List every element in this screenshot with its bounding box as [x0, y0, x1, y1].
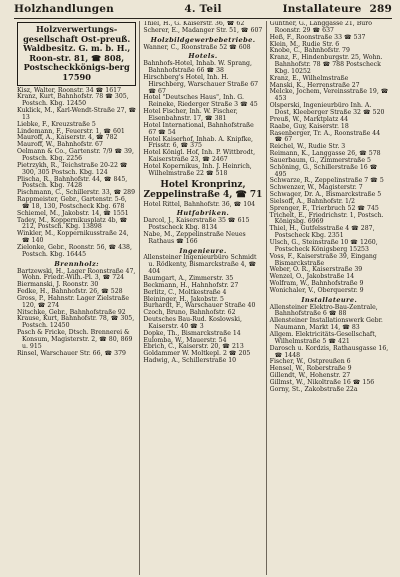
- directory-entry: Wolfram, W., Bahnhofstraße 9: [269, 280, 364, 288]
- directory-entry: Rinsel, Warschauer Str. 66, ☎ 379: [17, 349, 126, 357]
- directory-entry: Wenzel, O., Jakobstraße 14: [269, 273, 355, 281]
- directory-entry: Mauroff, W., Bahnhofstr. 67: [17, 141, 103, 149]
- directory-entry: Pasch & Fricke, Dtsch. Brennerei & Konsum, Magisterstr. 2, ☎ 80, 869 u. 915: [17, 329, 133, 350]
- directory-entry: Gillmst, W., Nikoltraße 16 ☎ 156: [269, 378, 375, 386]
- directory-entry: Rasenberger, Tr. A., Roonstraße 44 ☎ 67: [269, 129, 381, 144]
- directory-entry: Beckmann, H., Hahnhofstr. 27: [143, 281, 239, 289]
- directory-entry: Krause, Kurt, Bahnhofstr. 78, ☎ 305, Postsch. 12450: [17, 315, 135, 330]
- directory-entry: Liebke, F., Kreuzstraße 5: [17, 120, 96, 128]
- directory-entry: Kranz, Kurt, Bahnhofstr. 78 ☎ 305, Postsch. Kbg. 12450: [17, 93, 129, 108]
- directory-entry: Reichel, W., Rudie Str. 3: [269, 143, 346, 151]
- directory-entry: Winkler, M., Koppernikusstraße 24, ☎ 140: [17, 230, 129, 245]
- directory-entry: Melcke, Jochem, Vereinsstraße 19, ☎ 453: [269, 88, 389, 103]
- directory-entry: Czoch, Bruno, Bahnhofstr. 62: [143, 309, 236, 317]
- header-right-title: Installateure: [282, 3, 362, 15]
- directory-entry: Thiel, H., Gutfelsstraße 4 ☎ 287, Postscheck Kbg. 2351: [269, 225, 375, 240]
- columns-container: [14, 21, 392, 575]
- section-heading: Installateure.: [301, 295, 358, 304]
- directory-entry: Hadwig, A., Schillerstraße 10: [143, 357, 237, 365]
- directory-entry: Schöning, G., Schillerstraße 16 ☎ 495: [269, 163, 378, 178]
- directory-entry: Allgem. Elektricitäts-Gesellschaft, Wilhelmstraße 5 ☎ 421: [269, 330, 377, 345]
- section-heading: Ingenieure.: [179, 246, 227, 255]
- column-middle: [139, 21, 265, 575]
- directory-entry: Hotel Königl. Hof, Inh. P. Wittbrodt, Kaiserstraße 23, ☎ 2467: [143, 149, 256, 164]
- section-heading: Brennholz:: [54, 259, 100, 268]
- column-right: [266, 21, 392, 575]
- directory-entry: Zielonke, Gebr., Roonstr. 56, ☎ 438, Postsch. Kbg. 16445: [17, 243, 132, 258]
- directory-entry: Wonichaler, V., Oberquerstr. 9: [269, 286, 364, 294]
- directory-entry: Klein, M., Rudie Str. 6: [269, 40, 340, 48]
- directory-entry: Pischmann, C., Schillerstr. 33, ☎ 289: [17, 189, 136, 197]
- directory-entry: Ebrich, C., Kaiserstr. 20, ☎ 213: [143, 343, 244, 351]
- directory-entry: Berlitz, C., Moltkestraße 4: [143, 288, 227, 296]
- directory-entry: Günther, G., Langgasse 21, Büro Roonstr. 29 ☎ 637: [269, 21, 372, 34]
- directory-entry: Tadey, M., Koppernikusplatz 4b, ☎ 212, Postsch. Kbg. 13898: [17, 216, 128, 231]
- directory-entry: Deutsches Bau-Rud. Koslowski, Kaiserstr. 40 ☎ 3: [143, 316, 242, 330]
- directory-entry: Fischer, W., Ostpreußen 6: [269, 358, 351, 366]
- directory-entry: Hotel Kopernikus, Inh. J. Heinrich, Wilhelmstraße 22 ☎ 518: [143, 162, 252, 177]
- directory-entry: Ulsch, G., Steinstraße 10 ☎ 1260, Postscheck Königsberg 15253: [269, 239, 378, 253]
- directory-entry: Hotel "Deutsches Haus", Inh. G. Reineke, Riederger Straße 3 ☎ 45: [143, 94, 258, 109]
- directory-entry: Sauerbaum, G., Zimmerstraße 5: [269, 156, 371, 164]
- directory-entry: Thiel, H., G. Kaiserstr. 36, ☎ 62: [143, 21, 245, 27]
- directory-entry: Bahnhofs-Hotel, Inhab. W. Sprang, Bahnhofstraße 66 ☎ 38: [143, 60, 252, 75]
- directory-entry: Oelmann & Co., Gartenstr. 7/9 ☎ 39, Postsch. Kbg. 2256: [17, 148, 134, 162]
- directory-entry: Hotel Rittel, Bahnhofstr. 36, ☎ 104: [143, 200, 256, 208]
- directory-entry: Eulomba, W., Mauerstr. 54: [143, 336, 227, 344]
- directory-entry: Allensteiner Elektro-Bau-Zentrale, Bahnhofstraße 6 ☎ 88: [269, 303, 378, 318]
- section-heading: Hutfabriken.: [176, 209, 230, 218]
- directory-entry: Nabe, M., Zeppelinstraße Neues Rathaus ☎ 166: [143, 230, 246, 245]
- header-center-title: 4. Teil: [184, 3, 222, 15]
- directory-entry: Gross, P., Hahnstr. Lager Zielstraße 120, ☎ 274: [17, 294, 130, 309]
- header-left-title: Holzhandlungen: [14, 3, 115, 15]
- directory-entry: Hotel International, Bahnhofstraße 67 ☎ 54: [143, 121, 254, 136]
- directory-entry: Hotel Fischer, Inh. W. Fischer, Eisenbahnstr. 17, ☎ 381: [143, 108, 238, 122]
- directory-entry: Gorny, St., Zakobstraße 22a: [269, 385, 358, 393]
- directory-entry: Allensteiner Ingenieurbüro Schmidt u. Rödkenty, Bismarckstraße 4, ☎ 404: [143, 254, 257, 276]
- directory-entry: Bartzewski, H., Lager Roonstraße 47, Wohn. Friedr.-Wilh.-Pl. 3, ☎ 724: [17, 267, 136, 282]
- directory-entry: Mauroff, A., Kaiserstr. 4, ☎ 782: [17, 134, 118, 142]
- section-heading: Holzbildgewerbebetriebe.: [150, 35, 256, 44]
- directory-entry: Goldammer W. Moltkepl. 2 ☎ 205: [143, 350, 251, 358]
- directory-entry: Voss, F., Kaiserstraße 39, Eingang Bismarckstraße: [269, 252, 377, 267]
- directory-entry: Hotel Kaiserhof, Inhab. A. Knipfke, Frisstr. 6, ☎ 375: [143, 135, 253, 150]
- column-left: [14, 21, 139, 575]
- directory-entry: Wanner, C., Roonstraße 52 ☎ 608: [143, 43, 251, 51]
- directory-entry: Allensteiner Installationswerk Gebr. Naumann, Markt 14, ☎ 83: [269, 317, 383, 332]
- directory-entry: Biermanski, J. Roonstr. 30: [17, 281, 99, 289]
- directory-entry: Bleininger, H., Jakobstr. 5: [143, 295, 224, 303]
- directory-entry: Plischa, R., Bahnhofstr. 44, ☎ 845, Postsch. Kbg. 7428: [17, 175, 128, 190]
- directory-entry: Gillendt, W., Hohenstr. 27: [269, 372, 351, 380]
- directory-entry: Rappmeister, Gebr., Gartenstr. 5-6, ☎ 18, 130, Postscheck Kbg. 678: [17, 196, 127, 210]
- directory-entry: Weber, O. R., Kaiserstraße 39: [269, 266, 363, 274]
- directory-entry: Preuß, W., Marktplatz 44: [269, 115, 349, 123]
- directory-entry: Baumgart, A., Zimmerstr. 35: [143, 275, 234, 282]
- directory-entry: Schwenzer, W., Magisterstr. 7: [269, 184, 363, 192]
- directory-entry: Kisz, Walter, Roonstr. 34 ☎ 1617: [17, 86, 122, 94]
- directory-entry: Lindemann, F., Feuerstr. 1, ☎ 601: [17, 127, 125, 135]
- boxed-advertisement: Holzverwertungs-gesellschaft Ost-preuß. Waldbesitz. G. m. b. H., Roon-str. 81, ☎ 808, Postscheckkönigs-berg 17590: [17, 22, 136, 86]
- directory-entry: Knobe, C., Bahnhofstr. 79: [269, 47, 350, 55]
- page-header: [14, 3, 392, 17]
- directory-entry: Fedke, H., Bahnhofstr. 26, ☎ 528: [17, 288, 123, 296]
- section-heading: Hotels.: [188, 52, 218, 61]
- directory-entry: Heß, F., Roonstraße 33 ☎ 537: [269, 33, 366, 41]
- directory-entry: Sielsoff, A., Bahnhofstr. 1/2: [269, 197, 355, 205]
- directory-entry: Schwager, Dr. A., Bismarckstraße 5: [269, 191, 382, 199]
- directory-entry: Pietrzykh, R., Teichstraße 20-22 ☎ 300, 305 Postsch. Kbg. 124: [17, 161, 128, 176]
- directory-entry: Manski, K., Herrenstraße 27: [269, 81, 360, 89]
- directory-entry: Sprenger, F., Trierbruch 52 ☎ 745: [269, 204, 379, 212]
- directory-entry: Trichelt, E., Friedrichstr. 1, Postsch. Königsbg. 6969: [269, 211, 384, 226]
- directory-entry: Olsperski, Ingenieurbüro Inh. A. Dost, Kleeberger Straße 32 ☎ 520: [269, 102, 385, 116]
- directory-entry: Schwarze, R., Zeppelinstraße 7 ☎ 5: [269, 177, 384, 185]
- directory-entry: Burhardt, F., Warschauer Straße 40: [143, 302, 256, 310]
- directory-entry: Hensel, W., Roberstraße 9: [269, 365, 352, 373]
- directory-entry: Kranz, F., Hindenburgstr. 25, Wohn. Bahnhofstr. 78 ☎ 788 Postscheck Kbg. 10252: [269, 54, 383, 75]
- directory-entry: Raabe, Guy, Kaiserstr. 18: [269, 122, 349, 130]
- bold-advertisement: Hotel Kronprinz, Zeppelinstraße 4, ☎ 71: [143, 179, 263, 200]
- page-number: 289: [369, 3, 392, 15]
- directory-entry: Schiemel, M., Jakobstr. 14, ☎ 1551: [17, 209, 129, 217]
- directory-entry: Nitschke, Gebr., Bahnhofstraße 92: [17, 308, 126, 316]
- directory-entry: Dopke, Th., Bismarckstraße 14: [143, 329, 241, 337]
- directory-entry: Hirschberg's Hotel, Inh. H. Hirschberg, Warschauer Straße 67 ☎ 67: [143, 73, 259, 95]
- directory-entry: Kuklick, M., Karl-Wendt-Straße 27, ☎ 13: [17, 107, 137, 121]
- directory-entry: Scherer, E., Madanger Str. 51, ☎ 607: [143, 26, 263, 34]
- directory-entry: Kranz, E., Wilhelmstraße: [269, 74, 349, 82]
- directory-entry: Darosch u. Kordzis, Rathausgasse 16, ☎ 1448: [269, 344, 389, 359]
- directory-entry: Darcol, J., Kaiserstraße 35 ☎ 615 Postscheck Kbg. 8134: [143, 217, 250, 232]
- directory-entry: Reimann, K., Langgasse 26, ☎ 578: [269, 150, 381, 158]
- header-rule: [14, 18, 392, 19]
